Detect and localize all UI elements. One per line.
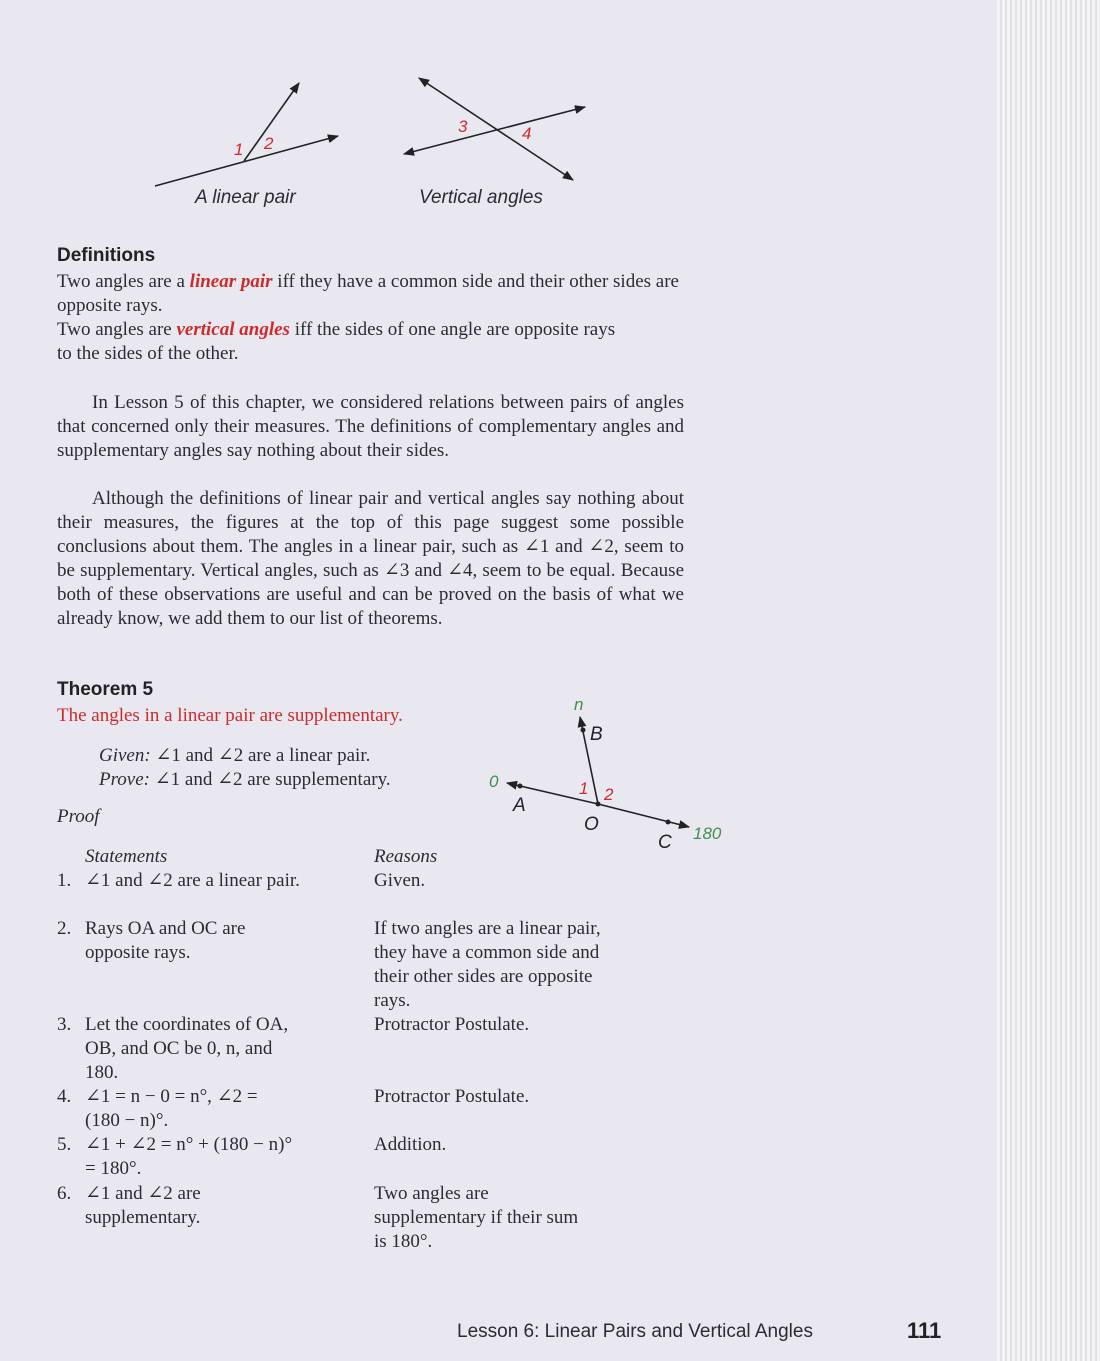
def2-post: iff the sides of one angle are opposite rays to the sides of the other. [57,319,616,364]
linear-pair-base-ray [155,136,338,186]
def2-pre: Two angles are [57,319,177,340]
row-num-5: 5. [57,1134,72,1155]
row-num-1: 1. [57,870,72,891]
point-C [666,820,671,825]
row-reason-2: If two angles are a linear pair, they have a common side and their other sides are opposite rays. [374,918,601,1011]
row-reason-5: Addition. [374,1134,447,1155]
label-O: O [584,814,599,835]
row-statement-3: Let the coordinates of OA, OB, and OC be 0, n, and 180. [85,1014,289,1083]
row-num-4: 4. [57,1086,72,1107]
row-reason-1: Given. [374,870,426,891]
label-180: 180 [693,824,722,843]
label-n: n [574,695,584,714]
top-figures [140,66,600,191]
vertical-angles-caption: Vertical angles [419,187,543,208]
row-statement-5: ∠1 + ∠2 = n° + (180 − n)° = 180°. [85,1134,293,1179]
given-line [99,744,370,768]
angle-2-label: 2 [264,134,274,153]
label-zero: 0 [489,772,499,791]
page-number: 111 [907,1318,942,1343]
row-reason-3: Protractor Postulate. [374,1014,530,1035]
label-C: C [658,832,672,853]
vertical-line-2 [419,78,573,180]
prove-text: ∠1 and ∠2 are supplementary. [150,769,391,790]
definition-vertical-angles [57,318,617,366]
row-statement-6: ∠1 and ∠2 are supplementary. [85,1183,201,1228]
term-vertical-angles: vertical angles [176,319,290,340]
label-angle-1: 1 [579,779,589,798]
vertical-line-1 [404,107,585,154]
row-num-3: 3. [57,1014,72,1035]
theorem-statement: The angles in a linear pair are supplementary. [57,705,403,726]
point-A [518,784,523,789]
theorem-heading: Theorem 5 [57,679,154,700]
reasons-header: Reasons [374,846,438,867]
prove-line [99,768,391,792]
angle-4-label: 4 [522,124,532,143]
row-reason-4: Protractor Postulate. [374,1086,530,1107]
body-paragraph-2: Although the definitions of linear pair and vertical angles say nothing about their measures, the figures at the top of this page suggest some possible conclusions about them. The angles in a linear pair, such as ∠1 and ∠2, seem to be supplementary. Vertical angles, such as ∠3 and ∠4, seem to be equal. Because both of these observations are useful and can be proved on the basis of what we already know, we add them to our list of theorems. [57,488,684,629]
label-B: B [590,724,603,745]
row-statement-4: ∠1 = n − 0 = n°, ∠2 = (180 − n)°. [85,1086,258,1131]
given-label: Given: [99,745,151,766]
ray-OC [598,804,689,827]
prove-label: Prove: [99,769,150,790]
point-O [596,802,601,807]
row-statement-2: Rays OA and OC are opposite rays. [85,918,246,963]
point-B [581,728,586,733]
linear-pair-caption: A linear pair [195,187,296,208]
row-num-2: 2. [57,918,72,939]
row-num-6: 6. [57,1183,72,1204]
given-text: ∠1 and ∠2 are a linear pair. [150,745,371,766]
body-paragraph-1: In Lesson 5 of this chapter, we considered relations between pairs of angles that concerned only their measures. The definitions of complementary angles and supplementary angles say nothing about their sides. [57,392,684,461]
term-linear-pair: linear pair [189,271,273,292]
page-edge [997,0,1100,1361]
statements-header: Statements [85,846,168,867]
definition-linear-pair [57,270,683,318]
angle-1-label: 1 [234,140,244,159]
row-reason-6: Two angles are supplementary if their sum is 180°. [374,1183,579,1252]
label-angle-2: 2 [604,785,614,804]
proof-label: Proof [57,806,100,827]
angle-3-label: 3 [458,117,468,136]
label-A: A [513,795,526,816]
def1-post: iff they have a common side and their other sides are opposite rays. [57,271,679,316]
footer-lesson-title: Lesson 6: Linear Pairs and Vertical Angles [457,1321,813,1342]
row-statement-1: ∠1 and ∠2 are a linear pair. [85,870,300,891]
theorem-figure [480,690,740,855]
def1-pre: Two angles are a [57,271,190,292]
definitions-heading: Definitions [57,245,156,266]
